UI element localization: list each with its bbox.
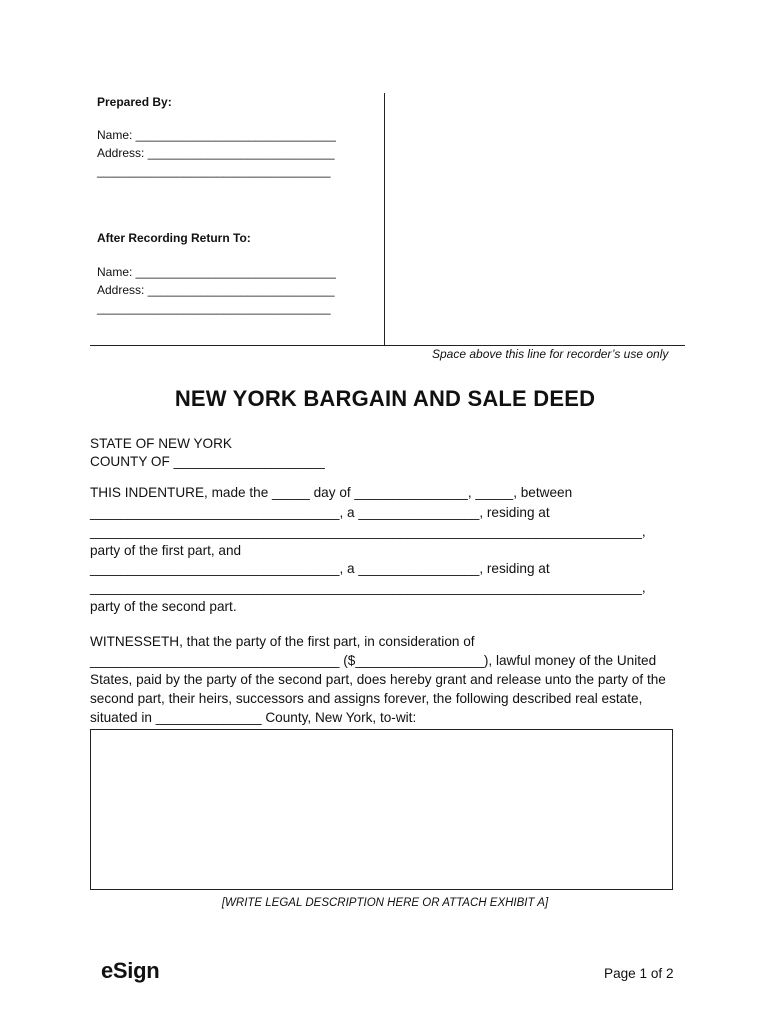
prepared-by-name-field[interactable]: Name: ______________________________	[97, 128, 336, 142]
esign-logo: eSign	[101, 958, 160, 983]
first-party-address-line[interactable]: _________________________________________________________________________,	[90, 524, 646, 539]
return-to-heading: After Recording Return To:	[97, 231, 251, 245]
second-party-name-line[interactable]: _________________________________, a ________________, residing at	[90, 561, 550, 576]
consideration-amount-line[interactable]: _________________________________ ($_________________), lawful money of the United	[90, 653, 657, 668]
first-party-label: party of the first part, and	[90, 543, 242, 558]
witnesseth-line-4: second part, their heirs, successors and assigns forever, the following described real estate,	[90, 691, 643, 706]
witnesseth-line-3: States, paid by the party of the second part, does hereby grant and release unto the party of the	[90, 672, 666, 687]
second-party-address-line[interactable]: _________________________________________________________________________,	[90, 580, 646, 595]
prepared-by-address-field[interactable]: Address: ____________________________	[97, 146, 335, 160]
page-number: Page 1 of 2	[604, 966, 674, 981]
state-label: STATE OF NEW YORK	[90, 436, 232, 451]
recorder-note: Space above this line for recorder’s use only	[432, 347, 669, 361]
document-title: NEW YORK BARGAIN AND SALE DEED	[174, 386, 596, 411]
county-field[interactable]: COUNTY OF ____________________	[90, 454, 325, 469]
second-party-label: party of the second part.	[90, 599, 237, 614]
prepared-by-heading: Prepared By:	[97, 95, 172, 109]
legal-description-caption: [WRITE LEGAL DESCRIPTION HERE OR ATTACH EXHIBIT A]	[221, 897, 549, 909]
return-to-name-field[interactable]: Name: ______________________________	[97, 265, 336, 279]
recorder-divider-horizontal	[90, 345, 685, 346]
return-to-address-field[interactable]: Address: ____________________________	[97, 283, 335, 297]
recorder-divider-vertical	[384, 93, 385, 345]
indenture-date-line[interactable]: THIS INDENTURE, made the _____ day of _______________, _____, between	[90, 485, 573, 500]
prepared-by-address-line2[interactable]: ___________________________________	[97, 164, 331, 178]
return-to-address-line2[interactable]: ___________________________________	[97, 301, 331, 315]
legal-description-box[interactable]	[90, 729, 673, 890]
first-party-name-line[interactable]: _________________________________, a ________________, residing at	[90, 505, 550, 520]
witnesseth-line-1: WITNESSETH, that the party of the first part, in consideration of	[90, 634, 475, 649]
situated-county-line[interactable]: situated in ______________ County, New York, to-wit:	[90, 710, 417, 725]
